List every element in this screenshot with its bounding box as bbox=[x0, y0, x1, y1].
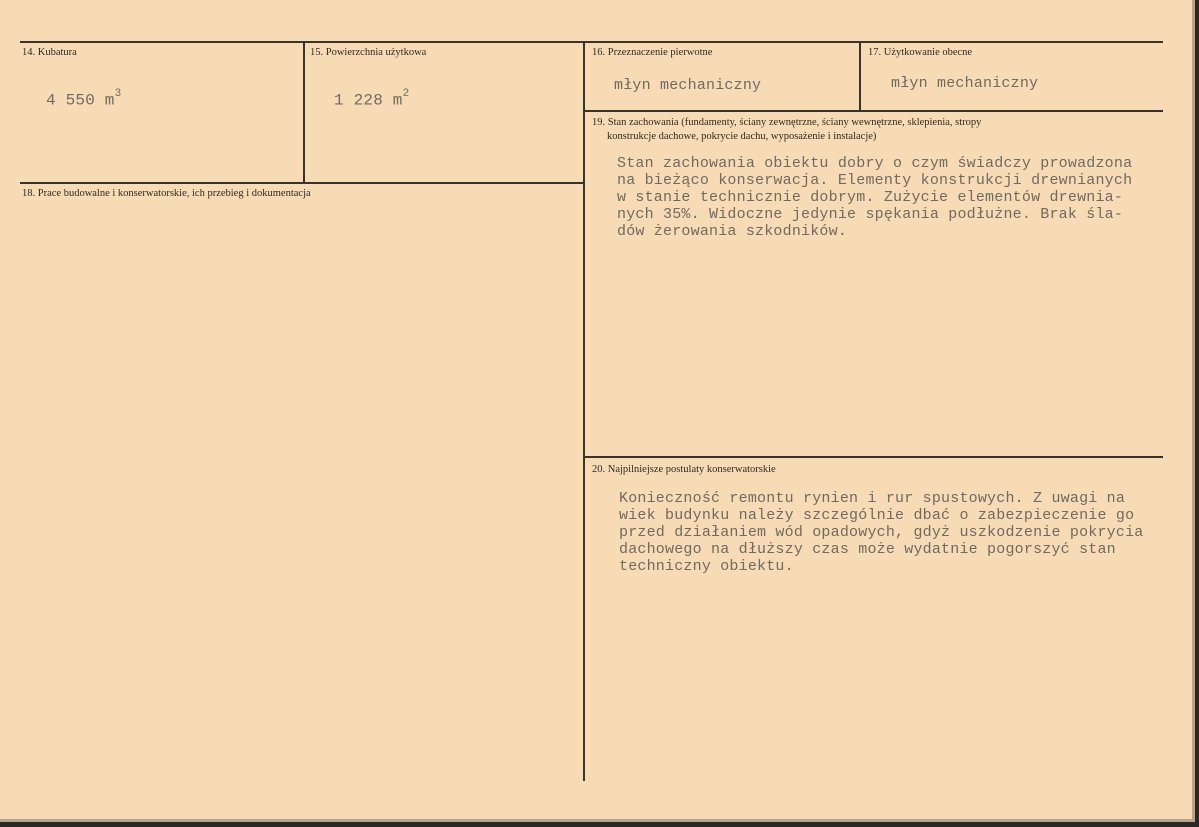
rule-above-18 bbox=[20, 182, 583, 184]
stan-zachowania-line: nych 35%. Widoczne jedynie spękania podłużne. Brak śla- bbox=[617, 206, 1124, 223]
powierzchnia-label: 15. Powierzchnia użytkowa bbox=[310, 47, 427, 58]
postulaty-line: Konieczność remontu rynien i rur spustowych. Z uwagi na bbox=[619, 490, 1126, 507]
przeznaczenie-label: 16. Przeznaczenie pierwotne bbox=[592, 47, 713, 58]
postulaty-line: przed działaniem wód opadowych, gdyż uszkodzenie pokrycia bbox=[619, 524, 1144, 541]
stan-zachowania-line: w stanie technicznie dobrym. Zużycie elementów drewnia- bbox=[617, 189, 1124, 206]
stan-zachowania-label-line1: 19. Stan zachowania (fundamenty, ściany zewnętrzne, ściany wewnętrzne, sklepienia, stropy bbox=[592, 117, 982, 128]
kubatura-label: 14. Kubatura bbox=[22, 47, 77, 58]
powierzchnia-number: 1 228 m bbox=[334, 91, 403, 110]
center-divider bbox=[583, 43, 585, 781]
postulaty-line: dachowego na dłuższy czas może wydatnie pogorszyć stan bbox=[619, 541, 1116, 558]
kubatura-number: 4 550 m bbox=[46, 91, 115, 110]
powierzchnia-value bbox=[334, 88, 409, 110]
stan-zachowania-label-line2: konstrukcje dachowe, pokrycie dachu, wyposażenie i instalacje) bbox=[607, 131, 877, 142]
stan-zachowania-line: na bieżąco konserwacja. Elementy konstrukcji drewnianych bbox=[617, 172, 1133, 189]
powierzchnia-unit-exponent: 2 bbox=[402, 88, 410, 100]
kubatura-value bbox=[46, 88, 121, 110]
uzytkowanie-label: 17. Użytkowanie obecne bbox=[868, 47, 973, 58]
stan-zachowania-line: dów żerowania szkodników. bbox=[617, 223, 848, 240]
rule-above-19 bbox=[585, 110, 1163, 112]
postulaty-line: techniczny obiektu. bbox=[619, 558, 794, 575]
kubatura-unit-exponent: 3 bbox=[114, 88, 122, 100]
top-rule bbox=[20, 41, 1163, 43]
divider-16-17 bbox=[859, 43, 861, 111]
postulaty-label: 20. Najpilniejsze postulaty konserwatorskie bbox=[592, 464, 776, 475]
divider-14-15 bbox=[303, 43, 305, 182]
postulaty-line: wiek budynku należy szczególnie dbać o zabezpieczenie go bbox=[619, 507, 1135, 524]
przeznaczenie-value: młyn mechaniczny bbox=[614, 77, 762, 94]
prace-label: 18. Prace budowalne i konserwatorskie, ich przebieg i dokumentacja bbox=[22, 188, 311, 199]
rule-above-20 bbox=[585, 456, 1163, 458]
stan-zachowania-line: Stan zachowania obiektu dobry o czym świadczy prowadzona bbox=[617, 155, 1133, 172]
uzytkowanie-value: młyn mechaniczny bbox=[891, 75, 1039, 92]
